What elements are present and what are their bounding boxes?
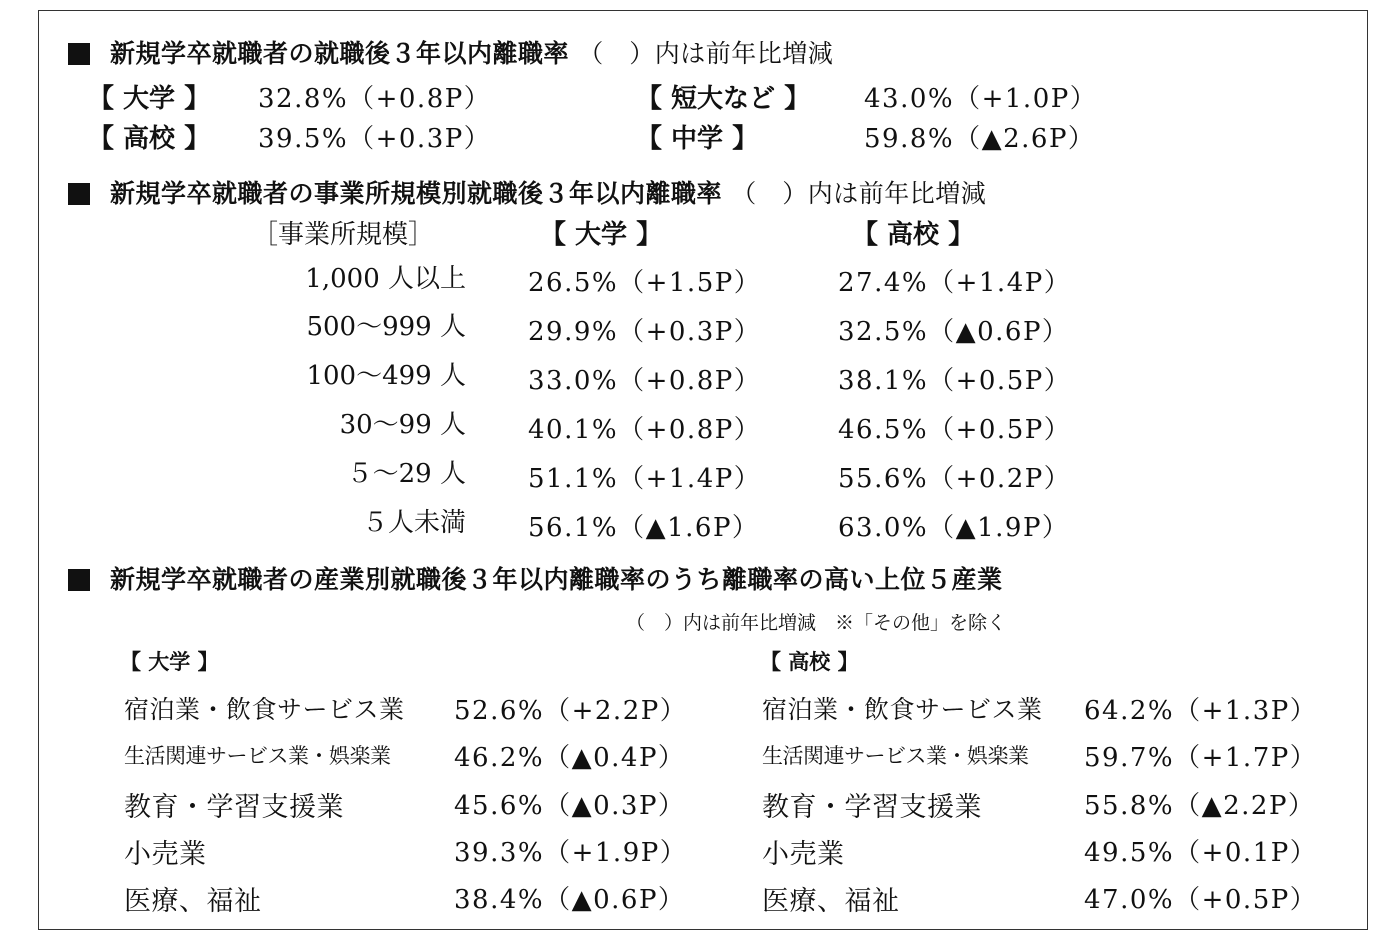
square-bullet-icon — [68, 43, 90, 65]
s1-label-junior-high: 【 中学 】 — [636, 124, 759, 154]
univ-industry-label: 小売業 — [124, 839, 207, 870]
univ-industry-value: 52.6%（+2.2P） — [454, 696, 688, 726]
col-header-high: 【 高校 】 — [852, 220, 975, 250]
s1-value-high: 39.5%（+0.3P） — [258, 124, 492, 154]
size-row-univ: 33.0%（+0.8P） — [528, 366, 762, 396]
section1-heading — [68, 34, 833, 70]
s1-value-univ: 32.8%（+0.8P） — [258, 84, 492, 114]
univ-industry-label: 教育・学習支援業 — [124, 792, 344, 823]
size-row-label: 500～999 人 — [306, 312, 466, 342]
size-row-label: 1,000 人以上 — [305, 264, 466, 294]
s1-label-univ: 【 大学 】 — [88, 84, 211, 114]
univ-industry-value: 39.3%（+1.9P） — [454, 838, 688, 868]
size-row-high: 27.4%（+1.4P） — [838, 268, 1072, 298]
col-header-univ: 【 大学 】 — [540, 220, 663, 250]
univ-industry-label: 医療、福祉 — [124, 886, 262, 917]
s1-label-junior-college: 【 短大など 】 — [636, 84, 811, 114]
high-industry-value: 59.7%（+1.7P） — [1084, 743, 1318, 773]
size-row-univ: 29.9%（+0.3P） — [528, 317, 762, 347]
size-row-label: ５人未満 — [361, 508, 466, 538]
col-header-size: ［事業所規模］ — [252, 220, 435, 250]
high-industry-value: 55.8%（▲2.2P） — [1084, 791, 1316, 821]
univ-industry-value: 38.4%（▲0.6P） — [454, 885, 686, 915]
section2-note: （ ）内は前年比増減 — [731, 179, 987, 208]
size-row-univ: 40.1%（+0.8P） — [528, 415, 762, 445]
high-industry-label: 生活関連サービス業・娯楽業 — [762, 744, 1029, 768]
s1-value-junior-college: 43.0%（+1.0P） — [864, 84, 1098, 114]
size-row-high: 32.5%（▲0.6P） — [838, 317, 1070, 347]
high-industry-label: 小売業 — [762, 839, 845, 870]
section3-title: 新規学卒就職者の産業別就職後３年以内離職率のうち離職率の高い上位５産業 — [110, 565, 1003, 594]
size-row-label: 100～499 人 — [306, 361, 466, 391]
industry-header-univ: 【 大学 】 — [120, 650, 219, 674]
section2-heading — [68, 174, 986, 210]
univ-industry-value: 46.2%（▲0.4P） — [454, 743, 686, 773]
high-industry-value: 47.0%（+0.5P） — [1084, 885, 1318, 915]
size-row-high: 55.6%（+0.2P） — [838, 464, 1072, 494]
section1-note: （ ）内は前年比増減 — [578, 39, 834, 68]
size-row-high: 46.5%（+0.5P） — [838, 415, 1072, 445]
high-industry-label: 教育・学習支援業 — [762, 792, 982, 823]
size-row-univ: 51.1%（+1.4P） — [528, 464, 762, 494]
section2-title: 新規学卒就職者の事業所規模別就職後３年以内離職率 — [110, 179, 723, 208]
size-row-univ: 56.1%（▲1.6P） — [528, 513, 760, 543]
high-industry-label: 医療、福祉 — [762, 886, 900, 917]
square-bullet-icon — [68, 569, 90, 591]
size-row-label: 30～99 人 — [339, 410, 466, 440]
size-row-high: 38.1%（+0.5P） — [838, 366, 1072, 396]
section3-note: （ ）内は前年比増減 ※「その他」を除く — [626, 612, 1007, 634]
s1-label-high: 【 高校 】 — [88, 124, 211, 154]
univ-industry-label: 生活関連サービス業・娯楽業 — [124, 744, 391, 768]
high-industry-value: 49.5%（+0.1P） — [1084, 838, 1318, 868]
size-row-univ: 26.5%（+1.5P） — [528, 268, 762, 298]
size-row-label: ５～29 人 — [346, 459, 466, 489]
industry-header-high: 【 高校 】 — [760, 650, 859, 674]
high-industry-value: 64.2%（+1.3P） — [1084, 696, 1318, 726]
section1-title: 新規学卒就職者の就職後３年以内離職率 — [110, 39, 570, 68]
square-bullet-icon — [68, 183, 90, 205]
univ-industry-value: 45.6%（▲0.3P） — [454, 791, 686, 821]
s1-value-junior-high: 59.8%（▲2.6P） — [864, 124, 1096, 154]
section3-heading — [68, 560, 1003, 596]
high-industry-label: 宿泊業・飲食サービス業 — [762, 695, 1043, 724]
univ-industry-label: 宿泊業・飲食サービス業 — [124, 695, 405, 724]
size-row-high: 63.0%（▲1.9P） — [838, 513, 1070, 543]
